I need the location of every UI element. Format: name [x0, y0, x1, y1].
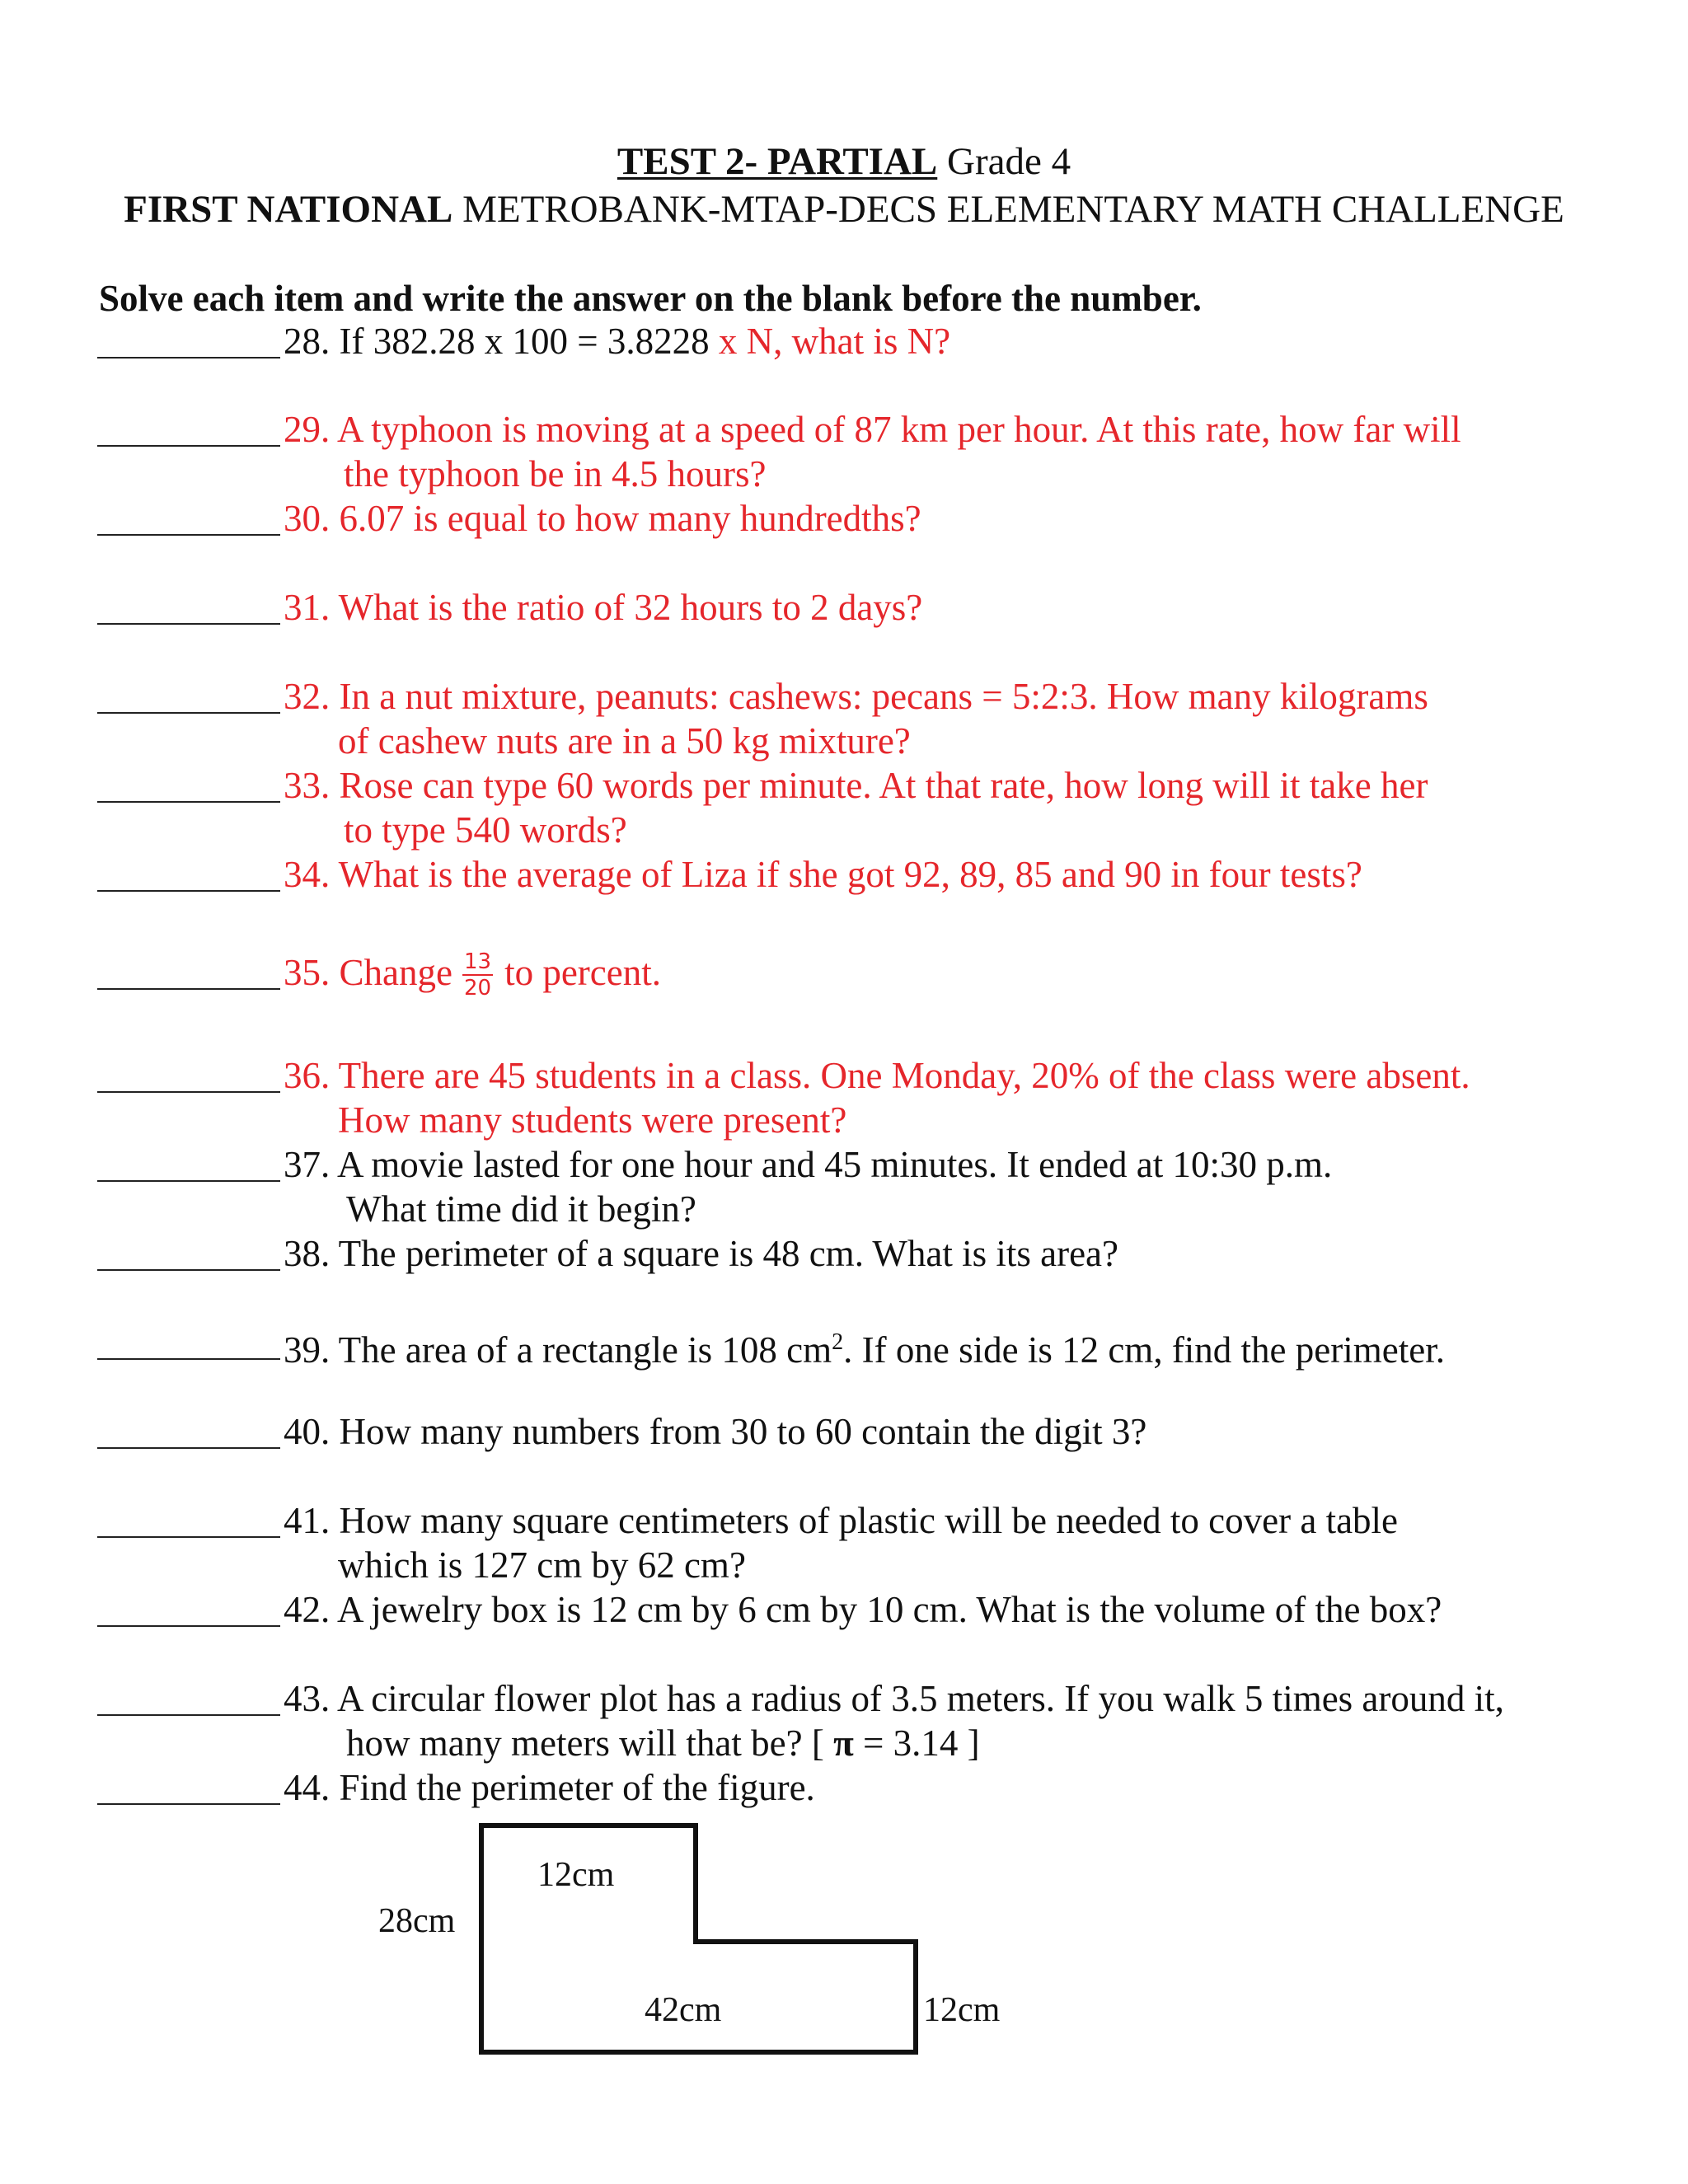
figure-left-label: 28cm — [378, 1902, 456, 1940]
question-29-line-1: 29. A typhoon is moving at a speed of 87 km per hour. At this rate, how far will — [284, 409, 1461, 450]
question-35-part-a: 35. Change — [284, 952, 452, 993]
fraction-denominator: 20 — [463, 975, 492, 1001]
question-37-line-1: 37. A movie lasted for one hour and 45 minutes. It ended at 10:30 p.m. — [284, 1144, 1333, 1185]
question-39-part-b: . If one side is 12 cm, find the perimeter. — [843, 1329, 1445, 1371]
question-33-line-1: 33. Rose can type 60 words per minute. At that rate, how long will it take her — [284, 765, 1428, 806]
fraction-numerator: 13 — [463, 949, 492, 974]
question-34-text: 34. What is the average of Liza if she got 92, 89, 85 and 90 in four tests? — [284, 854, 1362, 895]
question-43-line-1: 43. A circular flower plot has a radius of 3.5 meters. If you walk 5 times around it, — [284, 1678, 1504, 1719]
subtitle-bold: FIRST NATIONAL — [124, 188, 453, 231]
question-43-line-2-b: = 3.14 ] — [853, 1722, 980, 1764]
subtitle-rest: METROBANK-MTAP-DECS ELEMENTARY MATH CHALLENGE — [452, 188, 1564, 231]
question-42-text: 42. A jewelry box is 12 cm by 6 cm by 10 cm. What is the volume of the box? — [284, 1589, 1442, 1630]
question-28-part-a: 28. If 382.28 x 100 = 3.8228 — [284, 321, 719, 362]
question-32-line-1: 32. In a nut mixture, peanuts: cashews: pecans = 5:2:3. How many kilograms — [284, 676, 1428, 717]
figure-right-label: 12cm — [923, 1991, 1001, 2029]
question-31-text: 31. What is the ratio of 32 hours to 2 days? — [284, 587, 923, 628]
question-33-line-2: to type 540 words? — [344, 809, 627, 851]
question-41-line-2: which is 127 cm by 62 cm? — [338, 1544, 746, 1586]
question-39-part-a: 39. The area of a rectangle is 108 cm — [284, 1329, 832, 1371]
question-36-line-2: How many students were present? — [338, 1099, 847, 1141]
instructions: Solve each item and write the answer on the blank before the number. — [99, 278, 1202, 319]
question-41-line-1: 41. How many square centimeters of plastic will be needed to cover a table — [284, 1500, 1399, 1541]
question-35-part-b: to percent. — [504, 952, 661, 993]
question-28-part-b: x N, what is N? — [718, 321, 951, 362]
question-30-text: 30. 6.07 is equal to how many hundredths? — [284, 498, 921, 539]
question-38-text: 38. The perimeter of a square is 48 cm. What is its area? — [284, 1233, 1118, 1274]
figure-top-label: 12cm — [537, 1856, 615, 1894]
title-grade: Grade 4 — [937, 140, 1071, 183]
question-32-line-2: of cashew nuts are in a 50 kg mixture? — [338, 720, 911, 762]
question-37-line-2: What time did it begin? — [346, 1188, 696, 1230]
question-40-text: 40. How many numbers from 30 to 60 contain the digit 3? — [284, 1411, 1147, 1452]
pi-symbol: π — [833, 1722, 854, 1764]
superscript-2: 2 — [832, 1329, 844, 1355]
question-36-line-1: 36. There are 45 students in a class. One Monday, 20% of the class were absent. — [284, 1055, 1470, 1096]
question-43-line-2-a: how many meters will that be? [ — [346, 1722, 834, 1764]
question-44-text: 44. Find the perimeter of the figure. — [284, 1767, 815, 1808]
figure-bottom-label: 42cm — [645, 1991, 722, 2029]
question-29-line-2: the typhoon be in 4.5 hours? — [344, 453, 767, 494]
title-bold: TEST 2- PARTIAL — [617, 140, 938, 183]
